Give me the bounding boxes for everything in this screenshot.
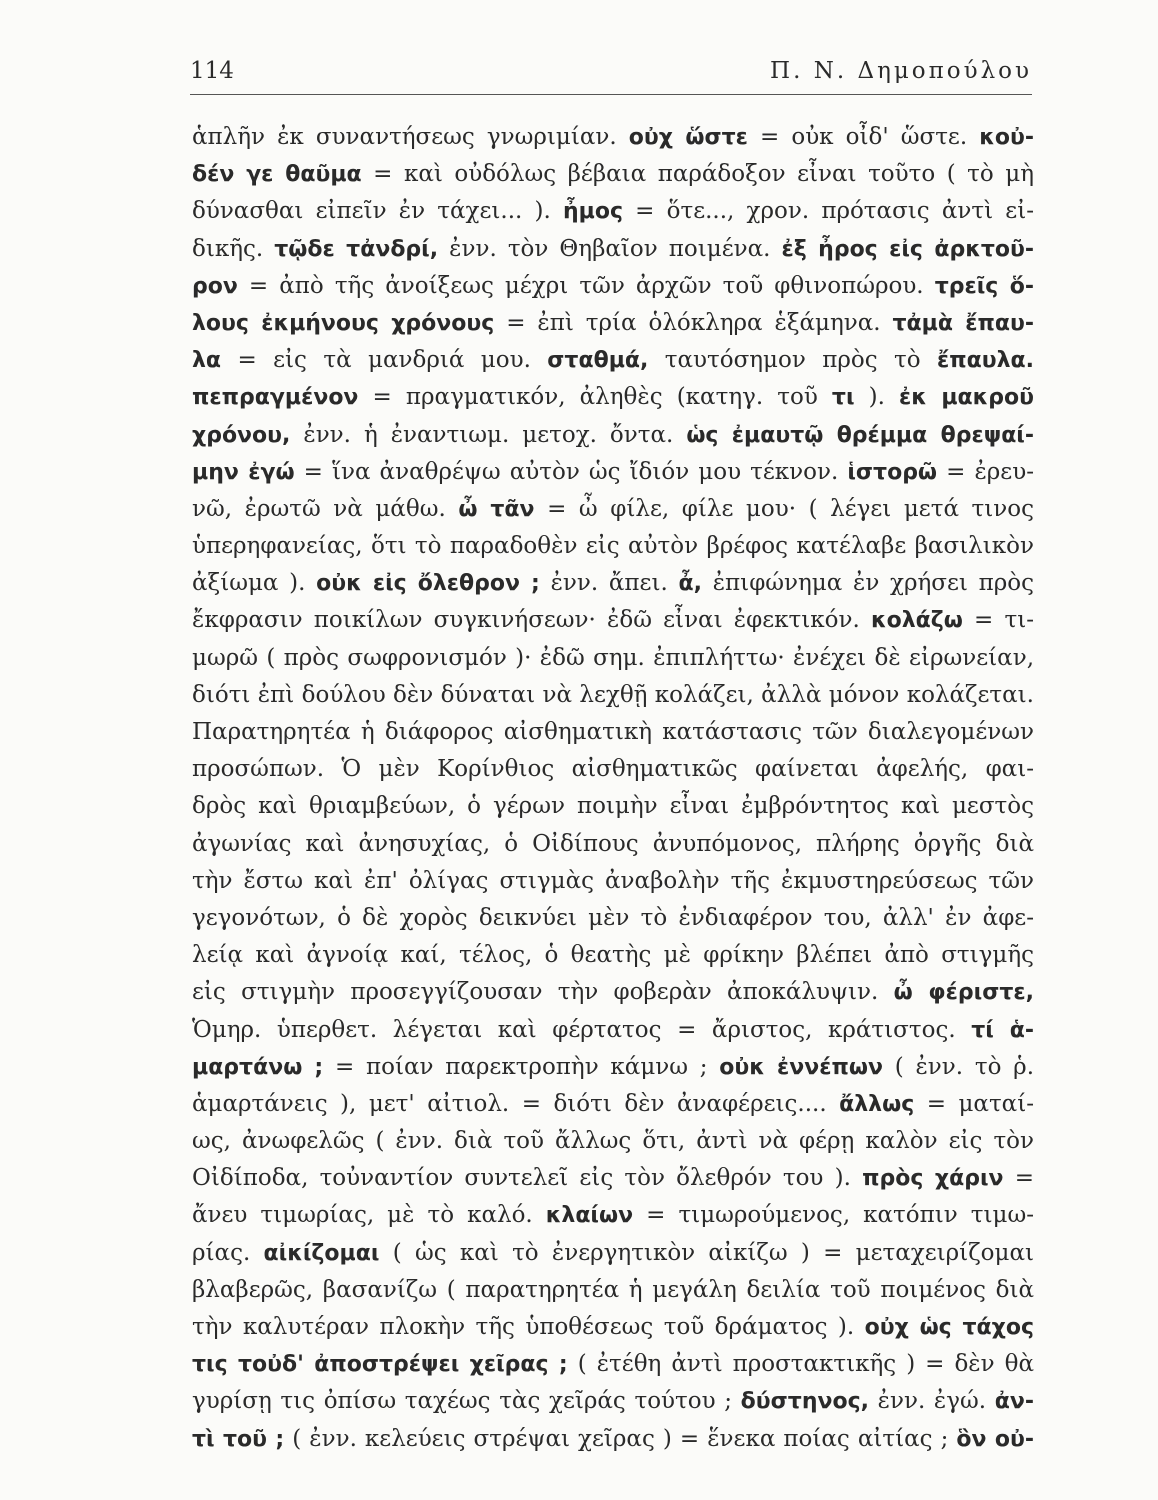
gloss-text: = ἵνα ἀναθρέψω αὐτὸν ὡς ἴδιόν μου τέκνον. bbox=[294, 458, 848, 485]
text-line bbox=[192, 751, 1034, 788]
text-line bbox=[192, 268, 1034, 305]
gloss-text: = ὅτε..., χρον. πρότασις ἀντὶ εἰ- bbox=[623, 198, 1034, 225]
text-line bbox=[192, 677, 1034, 714]
lemma-term: τῷδε τἀνδρί, bbox=[274, 236, 439, 262]
text-line bbox=[192, 640, 1034, 677]
gloss-text: = οὐκ οἶδ' ὥστε. bbox=[747, 124, 980, 150]
text-line bbox=[192, 1049, 1034, 1086]
lemma-term: δέν γε θαῦμα bbox=[192, 162, 362, 188]
running-head: Π. Ν. Δημοπούλου bbox=[770, 58, 1032, 84]
text-line bbox=[192, 937, 1034, 974]
gloss-text: γεγονότων, ὁ δὲ χορὸς δεικνύει μὲν τὸ ἐνδιαφέρον του, ἀλλ' ἐν ἀφε- bbox=[192, 904, 1034, 931]
text-line bbox=[192, 1383, 1034, 1420]
lemma-term: οὐκ εἰς ὄλεθρον ; bbox=[316, 571, 540, 597]
lemma-term: ὦ τᾶν bbox=[458, 496, 535, 522]
gloss-text: Παρατηρητέα ἡ διάφορος αἰσθηματικὴ κατάστασις τῶν διαλεγομένων bbox=[192, 719, 1034, 745]
gloss-text: ως, ἀνωφελῶς ( ἐνν. διὰ τοῦ ἄλλως ὅτι, ἀντὶ νὰ φέρῃ καλὸν εἰς τὸν bbox=[192, 1128, 1034, 1155]
gloss-text: = τι- bbox=[962, 607, 1034, 634]
lemma-term: τί ἁ- bbox=[971, 1017, 1034, 1043]
text-line bbox=[192, 1160, 1034, 1197]
gloss-text: ἀγωνίας καὶ ἀνησυχίας, ὁ Οἰδίπους ἀνυπόμονος, πλήρης ὀργῆς διὰ bbox=[192, 830, 1034, 857]
lemma-term: ἄλλως bbox=[839, 1091, 915, 1117]
gloss-text: = τιμωρούμενος, κατόπιν τιμω- bbox=[633, 1202, 1034, 1229]
lemma-term: δύστηνος, bbox=[740, 1389, 869, 1415]
lemma-term: ὃν οὐ- bbox=[956, 1426, 1034, 1452]
lemma-term: χρόνου, bbox=[192, 422, 291, 448]
lemma-term: κοὐ- bbox=[979, 125, 1034, 150]
text-line bbox=[192, 1309, 1034, 1346]
gloss-text: ἐνν. ἄπει. bbox=[539, 570, 679, 597]
text-line bbox=[192, 1012, 1034, 1049]
gloss-text: γυρίσῃ τις ὀπίσω ταχέως τὰς χεῖράς τούτου ; bbox=[192, 1388, 741, 1415]
lemma-term: τις τοὐδ' ἀποστρέψει χεῖρας ; bbox=[192, 1352, 568, 1378]
gloss-text: ( ἐνν. κελεύεις στρέψαι χεῖρας ) = ἕνεκα ποίας αἰτίας ; bbox=[284, 1425, 957, 1452]
text-line bbox=[192, 342, 1034, 379]
lemma-term: λα bbox=[192, 348, 222, 374]
text-line bbox=[192, 528, 1034, 565]
lemma-term: ρον bbox=[192, 273, 238, 299]
gloss-text: ἁμαρτάνεις ), μετ' αἰτιολ. = διότι δὲν ἀναφέρεις.... bbox=[192, 1090, 840, 1117]
lemma-term: οὐχ ὥστε bbox=[628, 125, 748, 150]
lemma-term: ἦμος bbox=[562, 199, 623, 225]
commentary-text bbox=[192, 119, 1034, 1458]
text-line bbox=[192, 305, 1034, 342]
page-header bbox=[190, 58, 1032, 95]
lemma-term: ἐκ μακροῦ bbox=[899, 385, 1034, 411]
lemma-term: ἔπαυλα. bbox=[936, 348, 1034, 374]
gloss-text: ρίας. bbox=[192, 1239, 264, 1266]
gloss-text: δρὸς καὶ θριαμβεύων, ὁ γέρων ποιμὴν εἶναι ἐμβρόντητος καὶ μεστὸς bbox=[192, 793, 1034, 820]
gloss-text: ἁπλῆν ἐκ συναντήσεως γνωριμίαν. bbox=[192, 124, 629, 150]
gloss-text: ἔκφρασιν ποικίλων συγκινήσεων· ἐδῶ εἶναι ἐφεκτικόν. bbox=[192, 607, 871, 634]
text-line bbox=[192, 1421, 1034, 1458]
gloss-text: προσώπων. Ὁ μὲν Κορίνθιος αἰσθηματικῶς φαίνεται ἀφελής, φαι- bbox=[192, 756, 1034, 783]
lemma-term: πρὸς χάριν bbox=[862, 1166, 1004, 1192]
gloss-text: = ἐρευ- bbox=[937, 458, 1034, 485]
gloss-text: δύνασθαι εἰπεῖν ἐν τάχει... ). bbox=[192, 198, 563, 225]
text-line bbox=[192, 156, 1034, 193]
gloss-text: Οἰδίποδα, τοὐναντίον συντελεῖ εἰς τὸν ὄλεθρόν του ). bbox=[192, 1165, 863, 1192]
gloss-text: ἄνευ τιμωρίας, μὲ τὸ καλό. bbox=[192, 1202, 546, 1229]
lemma-term: σταθμά, bbox=[547, 348, 649, 374]
text-line bbox=[192, 565, 1034, 602]
lemma-term: οὐχ ὡς τάχος bbox=[864, 1315, 1034, 1340]
text-line bbox=[192, 1235, 1034, 1272]
gloss-text: νῶ, ἐρωτῶ νὰ μάθω. bbox=[192, 495, 459, 522]
text-line bbox=[192, 1272, 1034, 1309]
text-line bbox=[192, 900, 1034, 937]
gloss-text: ). bbox=[854, 384, 900, 411]
gloss-text: μωρῶ ( πρὸς σωφρονισμόν )· ἐδῶ σημ. ἐπιπλήττω· ἐνέχει δὲ εἰρωνείαν, bbox=[192, 644, 1034, 671]
gloss-text: λείᾳ καὶ ἀγνοίᾳ καί, τέλος, ὁ θεατὴς μὲ φρίκην βλέπει ἀπὸ στιγμῆς bbox=[192, 942, 1034, 969]
gloss-text: δικῆς. bbox=[192, 235, 275, 262]
gloss-text: βλαβερῶς, βασανίζω ( παρατηρητέα ἡ μεγάλη δειλία τοῦ ποιμένος διὰ bbox=[192, 1276, 1034, 1303]
text-line bbox=[192, 379, 1034, 416]
lemma-term: λους ἐκμήνους χρόνους bbox=[192, 310, 495, 336]
gloss-text: διότι ἐπὶ δούλου δὲν δύναται νὰ λεχθῇ κολάζει, ἀλλὰ μόνον κολάζεται. bbox=[192, 681, 1034, 708]
gloss-text: ἀξίωμα ). bbox=[192, 570, 317, 597]
text-line bbox=[192, 119, 1034, 156]
gloss-text: = ἀπὸ τῆς ἀνοίξεως μέχρι τῶν ἀρχῶν τοῦ φθινοπώρου. bbox=[237, 272, 935, 299]
gloss-text: = bbox=[1003, 1165, 1034, 1192]
gloss-text: ἐνν. ἡ ἐναντιωμ. μετοχ. ὄντα. bbox=[290, 421, 687, 448]
text-line bbox=[192, 1346, 1034, 1383]
gloss-text: εἰς στιγμὴν προσεγγίζουσαν τὴν φοβερὰν ἀποκάλυψιν. bbox=[192, 979, 894, 1006]
text-line bbox=[192, 1197, 1034, 1234]
text-line bbox=[192, 491, 1034, 528]
gloss-text: = ἐπὶ τρία ὁλόκληρα ἑξάμηνα. bbox=[494, 309, 893, 336]
text-line bbox=[192, 714, 1034, 751]
lemma-term: ὡς ἐμαυτῷ θρέμμα θρεψαί- bbox=[686, 422, 1034, 448]
gloss-text: = ματαί- bbox=[914, 1090, 1034, 1117]
text-line bbox=[192, 454, 1034, 491]
lemma-term: τἀμὰ ἔπαυ- bbox=[892, 310, 1034, 336]
gloss-text: τὴν ἔστω καὶ ἐπ' ὀλίγας στιγμὰς ἀναβολὴν τῆς ἐκμυστηρεύσεως τῶν bbox=[192, 867, 1034, 894]
gloss-text: = εἰς τὰ μανδριά μου. bbox=[221, 347, 548, 374]
text-line bbox=[192, 1123, 1034, 1160]
text-line bbox=[192, 193, 1034, 230]
text-line bbox=[192, 826, 1034, 863]
lemma-term: αἰκίζομαι bbox=[263, 1240, 380, 1266]
page-number: 114 bbox=[190, 58, 234, 84]
text-line bbox=[192, 231, 1034, 268]
text-line bbox=[192, 863, 1034, 900]
text-line bbox=[192, 788, 1034, 825]
gloss-text: ( ἐτέθη ἀντὶ προστακτικῆς ) = δὲν θὰ bbox=[567, 1351, 1034, 1378]
text-line bbox=[192, 1086, 1034, 1123]
gloss-text: ταυτόσημον πρὸς τὸ bbox=[648, 347, 937, 374]
lemma-term: ἀν- bbox=[994, 1389, 1034, 1415]
gloss-text: = ποίαν παρεκτροπὴν κάμνω ; bbox=[323, 1053, 720, 1080]
gloss-text: ὑπερηφανείας, ὅτι τὸ παραδοθὲν εἰς αὐτὸν βρέφος κατέλαβε βασιλικὸν bbox=[192, 533, 1034, 560]
gloss-text: ( ὡς καὶ τὸ ἐνεργητικὸν αἰκίζω ) = μεταχειρίζομαι bbox=[379, 1239, 1034, 1266]
gloss-text: = πραγματικόν, ἀληθὲς (κατηγ. τοῦ bbox=[358, 384, 832, 411]
gloss-text: = καὶ οὐδόλως βέβαια παράδοξον εἶναι τοῦτο ( τὸ μὴ bbox=[361, 161, 1034, 188]
lemma-term: ὦ φέριστε, bbox=[893, 980, 1034, 1006]
lemma-term: κλαίων bbox=[545, 1203, 634, 1229]
lemma-term: τὶ τοῦ ; bbox=[192, 1426, 285, 1452]
gloss-text: ἐνν. ἐγώ. bbox=[868, 1388, 995, 1415]
gloss-text: τὴν καλυτέραν πλοκὴν τῆς ὑποθέσεως τοῦ δράματος ). bbox=[192, 1314, 865, 1340]
gloss-text: ἐπιφώνημα ἐν χρήσει πρὸς bbox=[702, 570, 1034, 597]
lemma-term: τρεῖς ὅ- bbox=[934, 273, 1034, 299]
gloss-text: = ὦ φίλε, φίλε μου· ( λέγει μετά τινος bbox=[534, 495, 1034, 522]
gloss-text: ( ἐνν. τὸ ῥ. bbox=[882, 1053, 1034, 1080]
text-line bbox=[192, 974, 1034, 1011]
lemma-term: πεπραγμένον bbox=[192, 385, 359, 411]
gloss-text: Ὁμηρ. ὑπερθετ. λέγεται καὶ φέρτατος = ἄριστος, κράτιστος. bbox=[192, 1016, 972, 1043]
lemma-term: ἱστορῶ bbox=[847, 459, 938, 485]
lemma-term: μαρτάνω ; bbox=[192, 1054, 324, 1080]
lemma-term: μην ἐγώ bbox=[192, 459, 295, 485]
text-line bbox=[192, 417, 1034, 454]
lemma-term: οὐκ ἐννέπων bbox=[719, 1054, 883, 1080]
lemma-term: τι bbox=[831, 385, 855, 411]
gloss-text: ἐνν. τὸν Θηβαῖον ποιμένα. bbox=[438, 235, 782, 262]
text-line bbox=[192, 602, 1034, 639]
lemma-term: ἆ, bbox=[678, 571, 702, 597]
lemma-term: ἐξ ἦρος εἰς ἀρκτοῦ- bbox=[781, 236, 1034, 262]
lemma-term: κολάζω bbox=[870, 608, 963, 634]
